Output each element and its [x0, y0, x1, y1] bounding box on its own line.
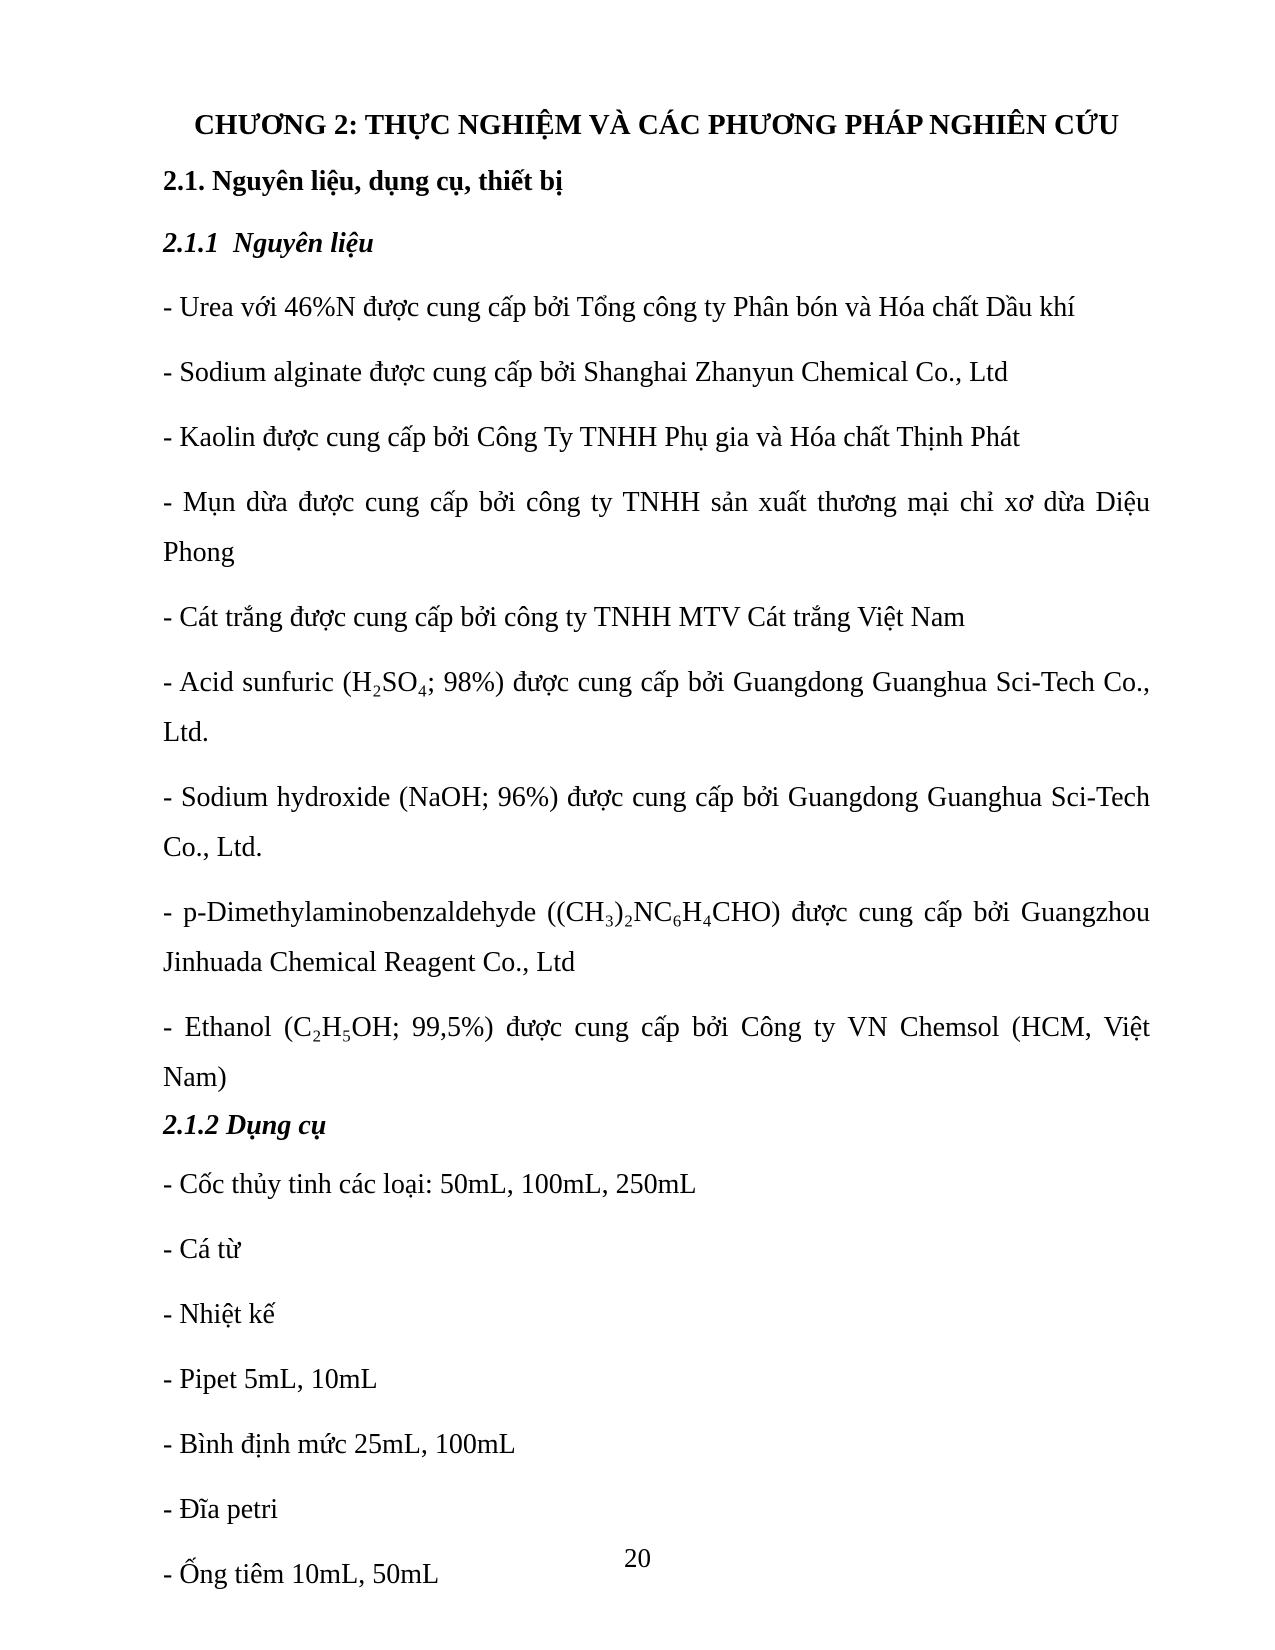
material-item-white-sand: - Cát trắng được cung cấp bởi công ty TNHH MTV Cát trắng Việt Nam [163, 602, 966, 633]
chapter-title: CHƯƠNG 2: THỰC NGHIỆM VÀ CÁC PHƯƠNG PHÁP NGHIÊN CỨU [193, 109, 1120, 141]
equipment-item-beakers: - Cốc thủy tinh các loại: 50mL, 100mL, 250mL [163, 1169, 697, 1200]
equipment-item-magnetic-stirbar: - Cá từ [163, 1234, 241, 1265]
equipment-item-syringes: - Ống tiêm 10mL, 50mL [163, 1559, 440, 1590]
material-item-p-dimethylaminobenzaldehyde: - p-Dimethylaminobenzaldehyde ((CH₃)₂NC₆H₄CHO) được cung cấp bởi Guangzhou Jinhuada Chemical Reagent Co., Ltd [163, 897, 1150, 978]
section-heading-2-1: 2.1. Nguyên liệu, dụng cụ, thiết bị [163, 166, 563, 197]
material-item-sodium-hydroxide: - Sodium hydroxide (NaOH; 96%) được cung cấp bởi Guangdong Guanghua Sci-Tech Co., Ltd. [163, 782, 1150, 863]
equipment-item-thermometer: - Nhiệt kế [163, 1299, 275, 1330]
material-item-coir-pith: - Mụn dừa được cung cấp bởi công ty TNHH sản xuất thương mại chỉ xơ dừa Diệu Phong [163, 487, 1150, 568]
equipment-item-petri-dish: - Đĩa petri [163, 1494, 279, 1525]
page-number: 20 [624, 1543, 651, 1573]
equipment-item-volumetric-flasks: - Bình định mức 25mL, 100mL [163, 1429, 516, 1460]
material-item-urea: - Urea với 46%N được cung cấp bởi Tổng công ty Phân bón và Hóa chất Dầu khí [163, 292, 1076, 323]
equipment-item-pipettes: - Pipet 5mL, 10mL [163, 1364, 378, 1395]
material-item-kaolin: - Kaolin được cung cấp bởi Công Ty TNHH Phụ gia và Hóa chất Thịnh Phát [163, 422, 1021, 453]
subsection-heading-2-1-2: 2.1.2 Dụng cụ [163, 1110, 327, 1141]
material-item-sulfuric-acid: - Acid sunfuric (H₂SO₄; 98%) được cung cấp bởi Guangdong Guanghua Sci-Tech Co., Ltd. [163, 667, 1150, 748]
subsection-heading-2-1-1: 2.1.1 Nguyên liệu [163, 228, 374, 259]
material-item-ethanol: - Ethanol (C₂H₅OH; 99,5%) được cung cấp bởi Công ty VN Chemsol (HCM, Việt Nam) [163, 1012, 1150, 1093]
material-item-sodium-alginate: - Sodium alginate được cung cấp bởi Shanghai Zhanyun Chemical Co., Ltd [163, 357, 1008, 388]
